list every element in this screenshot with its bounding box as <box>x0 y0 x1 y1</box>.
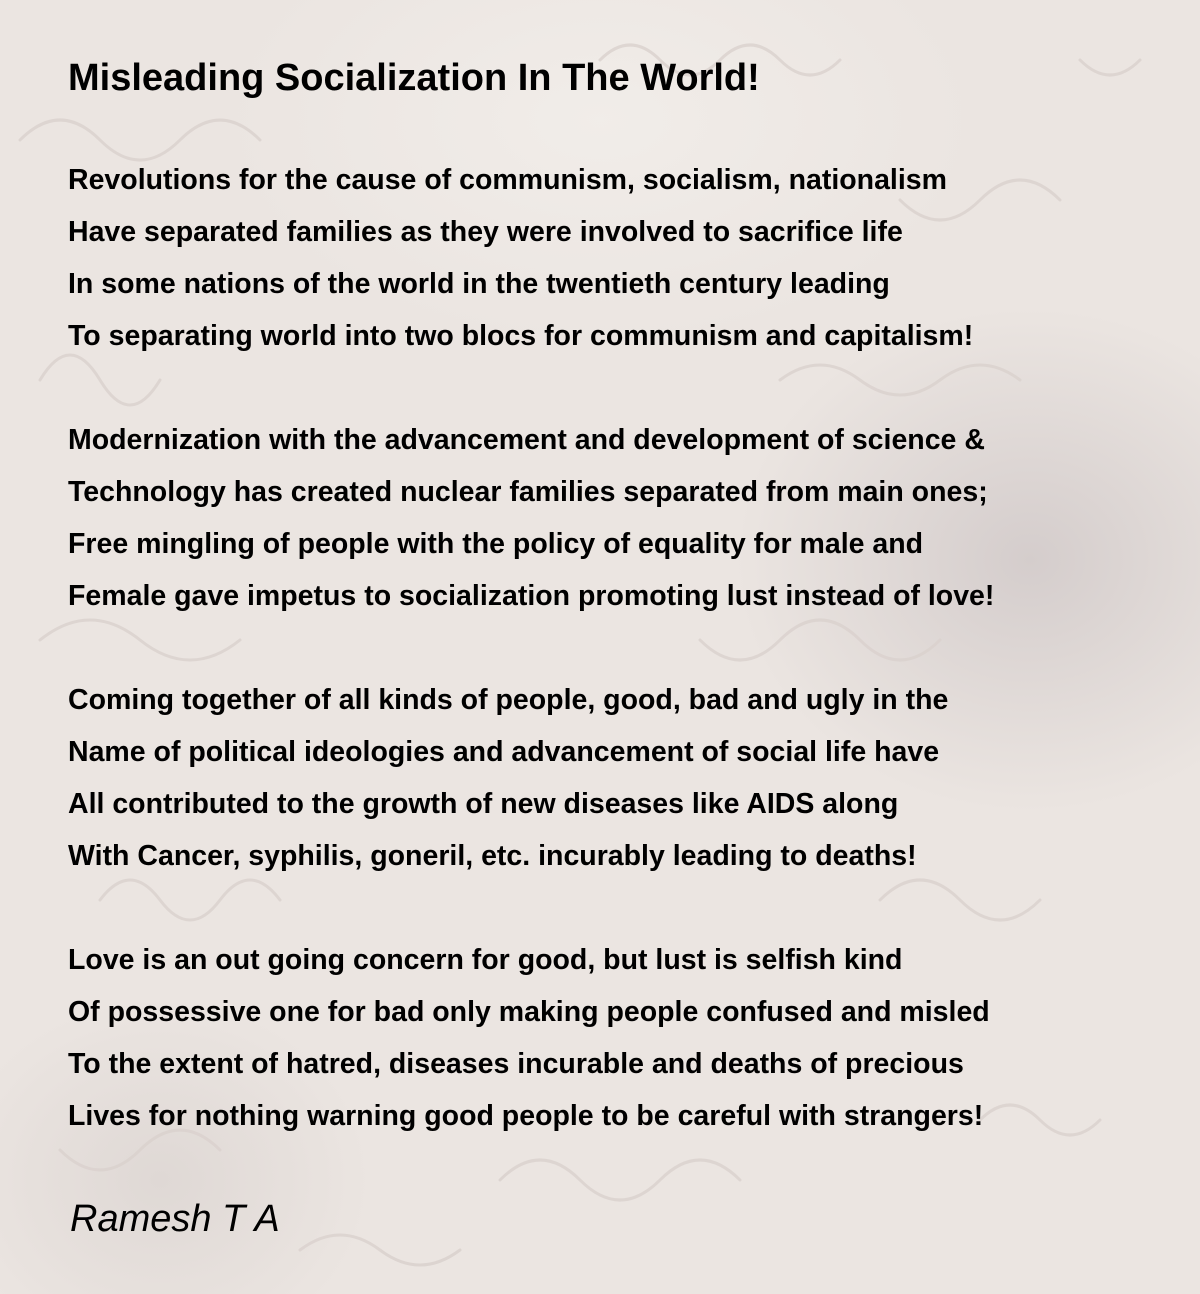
poem-line: To the extent of hatred, diseases incurable and deaths of precious <box>68 1048 964 1080</box>
poem-line: Technology has created nuclear families separated from main ones; <box>68 476 988 508</box>
poem-line: Lives for nothing warning good people to be careful with strangers! <box>68 1100 984 1132</box>
poem-line: Coming together of all kinds of people, good, bad and ugly in the <box>68 684 949 716</box>
poem-author: Ramesh T A <box>70 1198 280 1240</box>
poem-line: With Cancer, syphilis, goneril, etc. incurably leading to deaths! <box>68 840 917 872</box>
poem-line: Female gave impetus to socialization promoting lust instead of love! <box>68 580 995 612</box>
stanza <box>68 934 1178 1142</box>
poem-line: Of possessive one for bad only making people confused and misled <box>68 996 990 1028</box>
stanza <box>68 414 1178 622</box>
poem-line: All contributed to the growth of new diseases like AIDS along <box>68 788 899 820</box>
poem-line: In some nations of the world in the twentieth century leading <box>68 268 890 300</box>
poem-body <box>68 154 1178 1194</box>
poem-line: Free mingling of people with the policy of equality for male and <box>68 528 924 560</box>
poem-line: Love is an out going concern for good, but lust is selfish kind <box>68 944 903 976</box>
poem-line: Modernization with the advancement and development of science & <box>68 424 985 456</box>
poem-title: Misleading Socialization In The World! <box>68 57 760 99</box>
stanza <box>68 674 1178 882</box>
poem-line: Revolutions for the cause of communism, socialism, nationalism <box>68 164 947 196</box>
poem-line: To separating world into two blocs for communism and capitalism! <box>68 320 974 352</box>
stanza <box>68 154 1178 362</box>
poem-line: Name of political ideologies and advancement of social life have <box>68 736 940 768</box>
poem-line: Have separated families as they were involved to sacrifice life <box>68 216 903 248</box>
